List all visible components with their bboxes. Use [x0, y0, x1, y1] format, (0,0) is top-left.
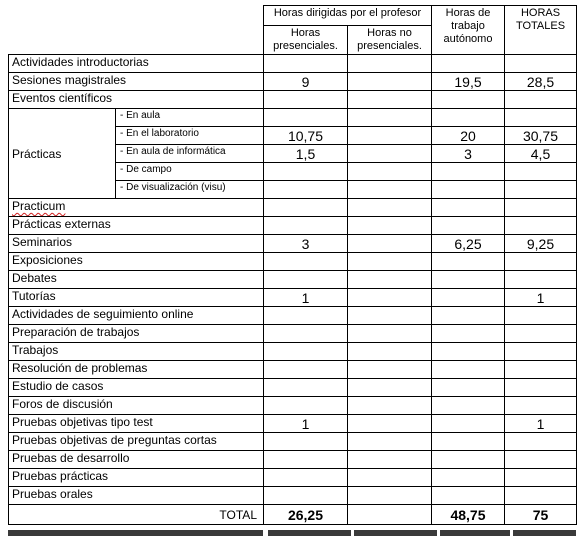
row-label: - En el laboratorio: [116, 127, 264, 145]
cell-autonomo: [432, 217, 505, 235]
cell-presenciales: [264, 271, 348, 289]
cell-no-presenciales: [348, 325, 432, 343]
cell-total: [505, 163, 577, 181]
cell-total: 1: [505, 415, 577, 433]
cell-autonomo: [432, 451, 505, 469]
row-label: - De visualización (visu): [116, 181, 264, 199]
table-row: [9, 307, 577, 325]
cell-autonomo: [432, 181, 505, 199]
cell-autonomo: [432, 91, 505, 109]
row-label: Pruebas de desarrollo: [9, 451, 264, 469]
row-label: Pruebas objetivas de preguntas cortas: [9, 433, 264, 451]
table-row: [9, 253, 577, 271]
cell-presenciales: [264, 217, 348, 235]
cell-total: [505, 361, 577, 379]
row-label: Eventos científicos: [9, 91, 264, 109]
cell-total: [505, 109, 577, 127]
row-label: Foros de discusión: [9, 397, 264, 415]
cell-no-presenciales: [348, 271, 432, 289]
row-label: Debates: [9, 271, 264, 289]
cell-no-presenciales: [348, 217, 432, 235]
row-label: Pruebas orales: [9, 487, 264, 505]
cell-no-presenciales: [348, 451, 432, 469]
cell-no-presenciales: [348, 145, 432, 163]
cell-autonomo: [432, 253, 505, 271]
row-label: Actividades de seguimiento online: [9, 307, 264, 325]
cell-no-presenciales: [348, 343, 432, 361]
table-row: [9, 415, 577, 433]
table-row: [9, 91, 577, 109]
cell-total: 28,5: [505, 73, 577, 91]
table-row: [9, 289, 577, 307]
header-group-profesor: Horas dirigidas por el profesor: [264, 6, 432, 26]
total-presenciales: 26,25: [264, 505, 348, 525]
table-row: [9, 361, 577, 379]
cell-no-presenciales: [348, 91, 432, 109]
cell-autonomo: [432, 199, 505, 217]
row-label: - En aula: [116, 109, 264, 127]
cell-presenciales: [264, 379, 348, 397]
cell-no-presenciales: [348, 361, 432, 379]
table-row: [9, 73, 577, 91]
total-totales: 75: [505, 505, 577, 525]
header-no-presenciales: Horas no presenciales.: [348, 26, 432, 55]
cell-total: [505, 271, 577, 289]
row-label: Preparación de trabajos: [9, 325, 264, 343]
cell-total: [505, 199, 577, 217]
cell-presenciales: 1: [264, 289, 348, 307]
row-label: Actividades introductorias: [9, 55, 264, 73]
corner-blank: [9, 6, 264, 55]
cell-presenciales: [264, 397, 348, 415]
cropped-next-table-edge: [8, 530, 576, 536]
cell-autonomo: [432, 163, 505, 181]
cell-total: [505, 433, 577, 451]
cell-no-presenciales: [348, 73, 432, 91]
cell-no-presenciales: [348, 307, 432, 325]
table-row: [9, 487, 577, 505]
cell-autonomo: [432, 379, 505, 397]
total-row: [9, 505, 577, 525]
cell-autonomo: [432, 55, 505, 73]
cell-presenciales: [264, 361, 348, 379]
header-totales: HORAS TOTALES: [505, 6, 577, 55]
cell-autonomo: [432, 325, 505, 343]
table-row: [9, 433, 577, 451]
cell-no-presenciales: [348, 379, 432, 397]
cropped-block: [513, 530, 576, 536]
cell-total: [505, 325, 577, 343]
cell-total: [505, 379, 577, 397]
row-label: Resolución de problemas: [9, 361, 264, 379]
cell-autonomo: [432, 397, 505, 415]
cropped-block: [268, 530, 351, 536]
table-row: [9, 109, 577, 127]
cell-autonomo: [432, 307, 505, 325]
cell-no-presenciales: [348, 397, 432, 415]
cell-presenciales: [264, 325, 348, 343]
cell-total: [505, 181, 577, 199]
cell-autonomo: [432, 469, 505, 487]
row-label: Exposiciones: [9, 253, 264, 271]
cell-presenciales: [264, 109, 348, 127]
row-label: Estudio de casos: [9, 379, 264, 397]
cell-no-presenciales: [348, 181, 432, 199]
row-label: Pruebas prácticas: [9, 469, 264, 487]
cell-autonomo: [432, 289, 505, 307]
table-row: [9, 55, 577, 73]
cell-presenciales: [264, 163, 348, 181]
table-row: [9, 451, 577, 469]
row-label: Sesiones magistrales: [9, 73, 264, 91]
row-label: [9, 199, 264, 217]
cell-total: 1: [505, 289, 577, 307]
row-label: Prácticas externas: [9, 217, 264, 235]
cell-autonomo: 20: [432, 127, 505, 145]
cropped-block: [8, 530, 263, 536]
cell-total: [505, 343, 577, 361]
total-no-presenciales: [348, 505, 432, 525]
cell-total: [505, 217, 577, 235]
cropped-block: [440, 530, 510, 536]
cell-total: 4,5: [505, 145, 577, 163]
total-autonomo: 48,75: [432, 505, 505, 525]
cell-total: 9,25: [505, 235, 577, 253]
cell-presenciales: [264, 199, 348, 217]
row-label: Trabajos: [9, 343, 264, 361]
table-row: [9, 379, 577, 397]
cell-no-presenciales: [348, 163, 432, 181]
cell-presenciales: 9: [264, 73, 348, 91]
cell-autonomo: [432, 343, 505, 361]
cell-no-presenciales: [348, 433, 432, 451]
row-label: Pruebas objetivas tipo test: [9, 415, 264, 433]
cell-presenciales: 1: [264, 415, 348, 433]
cell-total: [505, 253, 577, 271]
total-label: TOTAL: [9, 505, 264, 525]
cell-total: [505, 397, 577, 415]
cell-no-presenciales: [348, 487, 432, 505]
cell-no-presenciales: [348, 253, 432, 271]
cell-no-presenciales: [348, 55, 432, 73]
cell-presenciales: [264, 451, 348, 469]
row-label: Tutorías: [9, 289, 264, 307]
cell-no-presenciales: [348, 289, 432, 307]
cell-presenciales: [264, 253, 348, 271]
cell-autonomo: [432, 415, 505, 433]
cell-presenciales: [264, 469, 348, 487]
cell-presenciales: [264, 307, 348, 325]
cell-autonomo: 6,25: [432, 235, 505, 253]
header-presenciales: Horas presenciales.: [264, 26, 348, 55]
table-row: [9, 397, 577, 415]
row-label: - De campo: [116, 163, 264, 181]
cell-no-presenciales: [348, 415, 432, 433]
cell-autonomo: [432, 361, 505, 379]
cell-autonomo: [432, 487, 505, 505]
cell-presenciales: 3: [264, 235, 348, 253]
table-row: [9, 199, 577, 217]
hours-table: [8, 5, 577, 525]
cell-no-presenciales: [348, 469, 432, 487]
cell-presenciales: [264, 55, 348, 73]
table-row: [9, 325, 577, 343]
cropped-block: [354, 530, 437, 536]
cell-total: [505, 307, 577, 325]
cell-presenciales: 1,5: [264, 145, 348, 163]
cell-total: [505, 91, 577, 109]
cell-total: [505, 451, 577, 469]
table-row: [9, 271, 577, 289]
table-row: [9, 217, 577, 235]
cell-presenciales: [264, 433, 348, 451]
table-row: [9, 343, 577, 361]
cell-autonomo: [432, 433, 505, 451]
cell-total: 30,75: [505, 127, 577, 145]
header-autonomo: Horas de trabajo autónomo: [432, 6, 505, 55]
cell-presenciales: [264, 91, 348, 109]
cell-presenciales: [264, 181, 348, 199]
cell-total: [505, 55, 577, 73]
cell-no-presenciales: [348, 235, 432, 253]
cell-total: [505, 469, 577, 487]
row-label: - En aula de informática: [116, 145, 264, 163]
cell-presenciales: [264, 487, 348, 505]
cell-total: [505, 487, 577, 505]
practicum-label: Practicum: [12, 199, 66, 213]
cell-autonomo: [432, 109, 505, 127]
row-label: Seminarios: [9, 235, 264, 253]
cell-autonomo: [432, 271, 505, 289]
cell-presenciales: 10,75: [264, 127, 348, 145]
cell-autonomo: 19,5: [432, 73, 505, 91]
table-row: [9, 235, 577, 253]
cell-no-presenciales: [348, 127, 432, 145]
practicas-group-label: Prácticas: [9, 109, 116, 199]
cell-no-presenciales: [348, 199, 432, 217]
cell-presenciales: [264, 343, 348, 361]
table-row: [9, 469, 577, 487]
cell-autonomo: 3: [432, 145, 505, 163]
cell-no-presenciales: [348, 109, 432, 127]
